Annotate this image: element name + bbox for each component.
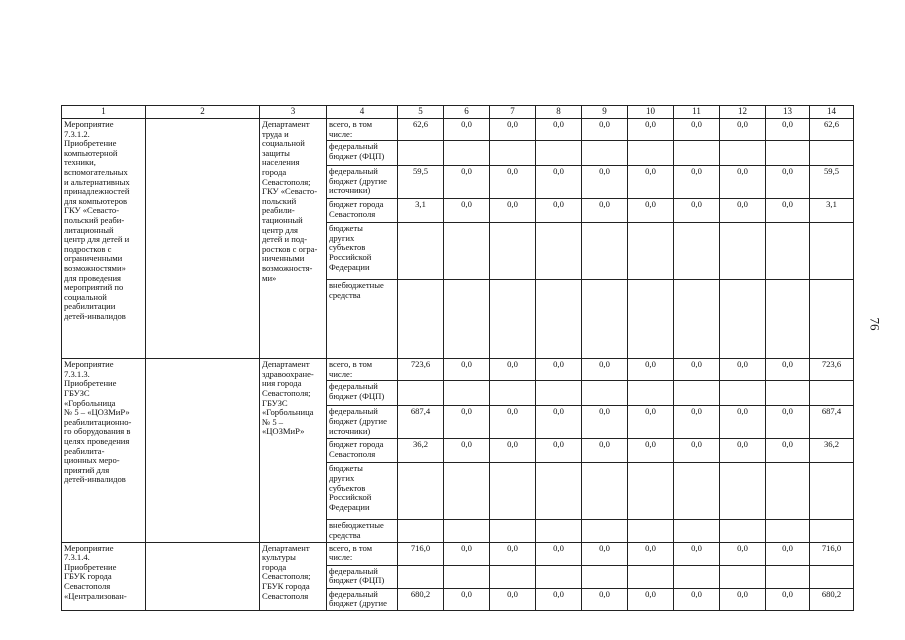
value-cell (444, 381, 490, 406)
value-cell (490, 280, 536, 359)
value-cell (398, 565, 444, 588)
value-cell (810, 463, 854, 520)
value-cell (720, 565, 766, 588)
value-cell: 3,1 (810, 199, 854, 223)
table-row (62, 542, 854, 565)
value-cell (398, 520, 444, 542)
value-cell: 0,0 (674, 119, 720, 141)
value-cell: 0,0 (490, 542, 536, 565)
funding-source-cell: всего, в том числе: (327, 359, 398, 381)
value-cell: 680,2 (810, 588, 854, 610)
value-cell (674, 141, 720, 166)
value-cell: 0,0 (628, 542, 674, 565)
value-cell: 0,0 (674, 199, 720, 223)
value-cell (490, 381, 536, 406)
value-cell (398, 463, 444, 520)
value-cell: 0,0 (766, 166, 810, 199)
value-cell (536, 520, 582, 542)
value-cell (674, 280, 720, 359)
value-cell (490, 565, 536, 588)
value-cell: 0,0 (766, 542, 810, 565)
value-cell: 0,0 (628, 406, 674, 439)
value-cell (444, 520, 490, 542)
funding-source-cell: федеральный бюджет (ФЦП) (327, 141, 398, 166)
value-cell (582, 520, 628, 542)
value-cell (398, 381, 444, 406)
value-cell: 0,0 (582, 542, 628, 565)
budget-table (61, 105, 854, 611)
value-cell (444, 141, 490, 166)
value-cell (628, 141, 674, 166)
value-cell (398, 280, 444, 359)
column-header: 3 (260, 106, 327, 119)
value-cell: 0,0 (766, 439, 810, 463)
value-cell (536, 223, 582, 280)
column-header: 5 (398, 106, 444, 119)
value-cell: 0,0 (674, 166, 720, 199)
value-cell (444, 463, 490, 520)
value-cell: 0,0 (536, 588, 582, 610)
value-cell (582, 381, 628, 406)
column-header: 1 (62, 106, 146, 119)
value-cell: 0,0 (444, 542, 490, 565)
value-cell (766, 280, 810, 359)
value-cell (490, 141, 536, 166)
value-cell: 3,1 (398, 199, 444, 223)
value-cell: 0,0 (490, 166, 536, 199)
value-cell (582, 223, 628, 280)
funding-source-cell: федеральный бюджет (другие (327, 588, 398, 610)
value-cell (720, 463, 766, 520)
value-cell (582, 141, 628, 166)
value-cell (398, 141, 444, 166)
value-cell: 0,0 (720, 406, 766, 439)
value-cell: 0,0 (720, 588, 766, 610)
value-cell: 687,4 (810, 406, 854, 439)
value-cell (628, 381, 674, 406)
value-cell (444, 565, 490, 588)
value-cell: 0,0 (582, 199, 628, 223)
value-cell: 0,0 (490, 406, 536, 439)
value-cell (810, 520, 854, 542)
executor-cell: Департамент здравоохране- ния города Севастополя; ГБУЗС «Горбольница № 5 – «ЦОЗМиР» (260, 359, 327, 542)
column-2-cell (146, 119, 260, 359)
value-cell (720, 381, 766, 406)
value-cell (444, 280, 490, 359)
value-cell (490, 223, 536, 280)
value-cell: 716,0 (398, 542, 444, 565)
value-cell (720, 141, 766, 166)
value-cell: 0,0 (490, 439, 536, 463)
table-row (62, 359, 854, 381)
value-cell: 62,6 (398, 119, 444, 141)
value-cell: 0,0 (628, 166, 674, 199)
value-cell: 0,0 (490, 588, 536, 610)
value-cell: 0,0 (628, 119, 674, 141)
value-cell (720, 280, 766, 359)
value-cell: 0,0 (766, 199, 810, 223)
value-cell: 0,0 (628, 199, 674, 223)
value-cell (720, 520, 766, 542)
value-cell: 59,5 (810, 166, 854, 199)
value-cell: 0,0 (628, 439, 674, 463)
value-cell: 0,0 (536, 406, 582, 439)
value-cell: 0,0 (720, 166, 766, 199)
value-cell (582, 280, 628, 359)
value-cell (810, 141, 854, 166)
value-cell: 0,0 (490, 119, 536, 141)
value-cell: 0,0 (720, 439, 766, 463)
value-cell: 0,0 (582, 359, 628, 381)
value-cell (810, 223, 854, 280)
column-2-cell (146, 359, 260, 542)
value-cell (444, 223, 490, 280)
budget-table-wrapper (61, 105, 854, 640)
value-cell: 716,0 (810, 542, 854, 565)
executor-cell: Департамент культуры города Севастополя; ГБУК города Севастополя (260, 542, 327, 610)
value-cell: 0,0 (536, 199, 582, 223)
value-cell (628, 463, 674, 520)
value-cell: 0,0 (582, 166, 628, 199)
value-cell: 0,0 (490, 359, 536, 381)
value-cell (398, 223, 444, 280)
value-cell: 0,0 (674, 439, 720, 463)
value-cell (628, 223, 674, 280)
funding-source-cell: федеральный бюджет (другие источники) (327, 166, 398, 199)
value-cell: 0,0 (536, 166, 582, 199)
value-cell (766, 223, 810, 280)
column-2-cell (146, 542, 260, 610)
executor-cell: Департамент труда и социальной защиты населения города Севастополя; ГКУ «Севасто- польский реабили- тационный центр для детей и под- ростков с огра- ниченными возможностя- ми» (260, 119, 327, 359)
value-cell (720, 223, 766, 280)
header-row (62, 106, 854, 119)
column-header: 12 (720, 106, 766, 119)
funding-source-cell: федеральный бюджет (другие источники) (327, 406, 398, 439)
table-row (62, 119, 854, 141)
funding-source-cell: всего, в том числе: (327, 542, 398, 565)
value-cell: 0,0 (720, 119, 766, 141)
value-cell: 0,0 (674, 588, 720, 610)
value-cell: 723,6 (810, 359, 854, 381)
value-cell (628, 280, 674, 359)
value-cell: 0,0 (444, 588, 490, 610)
funding-source-cell: бюджеты других субъектов Российской Федерации (327, 463, 398, 520)
value-cell: 723,6 (398, 359, 444, 381)
value-cell: 62,6 (810, 119, 854, 141)
column-header: 4 (327, 106, 398, 119)
value-cell: 0,0 (536, 119, 582, 141)
value-cell (674, 565, 720, 588)
funding-source-cell: федеральный бюджет (ФЦП) (327, 381, 398, 406)
value-cell: 0,0 (628, 588, 674, 610)
value-cell: 0,0 (720, 359, 766, 381)
value-cell (766, 141, 810, 166)
value-cell: 0,0 (582, 588, 628, 610)
column-header: 13 (766, 106, 810, 119)
value-cell: 0,0 (536, 359, 582, 381)
value-cell: 0,0 (720, 199, 766, 223)
value-cell (810, 565, 854, 588)
value-cell (536, 565, 582, 588)
column-header: 2 (146, 106, 260, 119)
value-cell: 680,2 (398, 588, 444, 610)
value-cell (490, 463, 536, 520)
value-cell: 0,0 (536, 439, 582, 463)
funding-source-cell: бюджет города Севастополя (327, 439, 398, 463)
funding-source-cell: федеральный бюджет (ФЦП) (327, 565, 398, 588)
value-cell: 0,0 (444, 359, 490, 381)
value-cell: 0,0 (444, 439, 490, 463)
funding-source-cell: бюджет города Севастополя (327, 199, 398, 223)
value-cell: 0,0 (628, 359, 674, 381)
value-cell (674, 223, 720, 280)
funding-source-cell: внебюджетные средства (327, 520, 398, 542)
measure-cell: Мероприятие 7.3.1.2. Приобретение компьютерной техники, вспомогательных и альтернативных принадлежностей для компьютеров ГКУ «Севасто- польский реаби- литационный центр для детей и подростков с ограниченными возможностями» для проведения мероприятий по социальной реабилитации детей-инвалидов (62, 119, 146, 359)
measure-cell: Мероприятие 7.3.1.3. Приобретение ГБУЗС «Горбольница № 5 – «ЦОЗМиР» реабилитационно- го оборудования в целях проведения реабилита- ционных меро- приятий для детей-инвалидов (62, 359, 146, 542)
value-cell: 0,0 (674, 542, 720, 565)
value-cell: 0,0 (536, 542, 582, 565)
value-cell: 0,0 (720, 542, 766, 565)
value-cell: 0,0 (674, 359, 720, 381)
column-header: 14 (810, 106, 854, 119)
value-cell (582, 463, 628, 520)
column-header: 10 (628, 106, 674, 119)
funding-source-cell: всего, в том числе: (327, 119, 398, 141)
value-cell (536, 381, 582, 406)
funding-source-cell: бюджеты других субъектов Российской Федерации (327, 223, 398, 280)
value-cell (628, 520, 674, 542)
value-cell: 0,0 (766, 406, 810, 439)
value-cell (674, 463, 720, 520)
value-cell (582, 565, 628, 588)
column-header: 8 (536, 106, 582, 119)
value-cell: 0,0 (582, 406, 628, 439)
page-number: 76 (867, 317, 883, 331)
value-cell: 0,0 (444, 119, 490, 141)
value-cell (536, 141, 582, 166)
value-cell: 0,0 (444, 166, 490, 199)
value-cell: 0,0 (766, 119, 810, 141)
column-header: 7 (490, 106, 536, 119)
value-cell: 0,0 (444, 406, 490, 439)
value-cell: 687,4 (398, 406, 444, 439)
value-cell: 36,2 (398, 439, 444, 463)
column-header: 11 (674, 106, 720, 119)
value-cell (536, 280, 582, 359)
value-cell (536, 463, 582, 520)
value-cell (490, 520, 536, 542)
column-header: 9 (582, 106, 628, 119)
value-cell: 0,0 (582, 439, 628, 463)
value-cell (810, 381, 854, 406)
value-cell: 0,0 (674, 406, 720, 439)
value-cell: 0,0 (582, 119, 628, 141)
value-cell (766, 381, 810, 406)
value-cell: 59,5 (398, 166, 444, 199)
measure-cell: Мероприятие 7.3.1.4. Приобретение ГБУК города Севастополя «Централизован- (62, 542, 146, 610)
value-cell (766, 520, 810, 542)
value-cell (766, 565, 810, 588)
value-cell: 36,2 (810, 439, 854, 463)
value-cell: 0,0 (444, 199, 490, 223)
value-cell: 0,0 (490, 199, 536, 223)
value-cell (628, 565, 674, 588)
value-cell (674, 381, 720, 406)
value-cell (674, 520, 720, 542)
value-cell: 0,0 (766, 359, 810, 381)
column-header: 6 (444, 106, 490, 119)
value-cell (766, 463, 810, 520)
value-cell: 0,0 (766, 588, 810, 610)
value-cell (810, 280, 854, 359)
funding-source-cell: внебюджетные средства (327, 280, 398, 359)
